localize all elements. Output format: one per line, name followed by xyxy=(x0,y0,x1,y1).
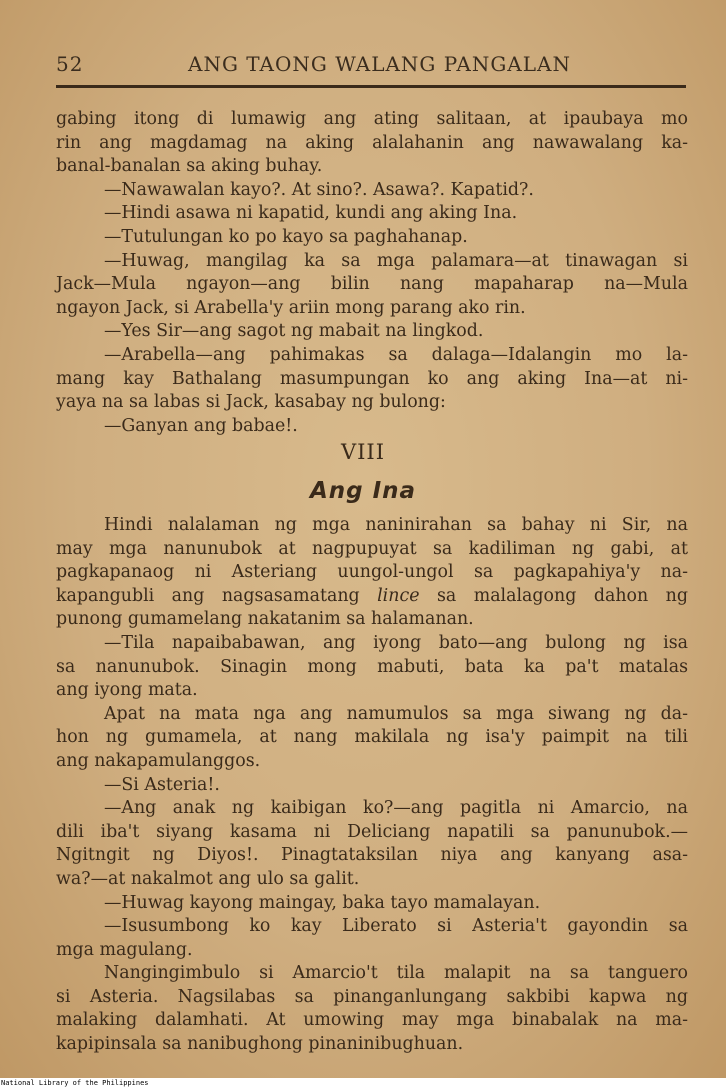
text-line: —Huwag kayong maingay, baka tayo mamalayan. xyxy=(104,892,541,913)
running-header xyxy=(56,52,686,80)
text-line: banal-banalan sa aking buhay. xyxy=(56,156,323,177)
text-line: Nangingimbulo si Amarcio't tila malapit na sa tanguero xyxy=(104,963,688,984)
text-line: ang nakapamulanggos. xyxy=(56,750,261,771)
text-line: —Nawawalan kayo?. At sino?. Asawa?. Kapatid?. xyxy=(104,179,534,200)
footer-bar xyxy=(0,1078,726,1088)
text-segment: sa malalagong dahon ng xyxy=(419,585,688,606)
text-line: may mga nanunubok at nagpupuyat sa kadiliman ng gabi, at xyxy=(56,538,688,559)
text-line: Apat na mata nga ang namumulos sa mga siwang ng da- xyxy=(104,703,688,724)
text-line: kapipinsala sa nanibughong pinaninibughuan. xyxy=(56,1034,464,1055)
text-line: gabing itong di lumawig ang ating salitaan, at ipaubaya mo xyxy=(56,109,688,129)
text-line: ngayon Jack, si Arabella'y ariin mong parang ako rin. xyxy=(56,297,526,318)
text-line: —Ang anak ng kaibigan ko?—ang pagitla ni Amarcio, na xyxy=(104,798,688,819)
body-text-top xyxy=(56,108,688,438)
text-line: —Yes Sir—ang sagot ng mabait na lingkod. xyxy=(104,321,484,342)
text-line: wa?—at nakalmot ang ulo sa galit. xyxy=(56,868,360,889)
text-line: mang kay Bathalang masumpungan ko ang aking Ina—at ni- xyxy=(56,368,688,389)
chapter-number: VIII xyxy=(340,440,386,464)
text-line: —Si Asteria!. xyxy=(104,774,220,795)
text-line xyxy=(56,585,688,609)
text-line: ang iyong mata. xyxy=(56,680,198,701)
text-line: punong gumamelang nakatanim sa halamanan. xyxy=(56,609,474,630)
text-line: yaya na sa labas si Jack, kasabay ng bulong: xyxy=(56,392,446,413)
text-segment: kapangubli ang nagsasamatang xyxy=(56,585,378,606)
text-line: —Isusumbong ko kay Liberato si Asteria't gayondin sa xyxy=(104,916,688,937)
text-line: —Tila napaibabawan, ang iyong bato—ang bulong ng isa xyxy=(104,632,688,653)
text-line: mga magulang. xyxy=(56,939,193,960)
italic-word: lince xyxy=(377,585,420,606)
text-line: sa nanunubok. Sinagin mong mabuti, bata ka pa't matalas xyxy=(56,656,688,677)
page-number: 52 xyxy=(56,52,84,76)
text-line: malaking dalamhati. At umowing may mga binabalak na ma- xyxy=(56,1010,688,1031)
text-line: —Tutulungan ko po kayo sa paghahanap. xyxy=(104,226,468,247)
library-credit: National Library of the Philippines xyxy=(1,1079,149,1087)
text-line: rin ang magdamag na aking alalahanin ang nawawalang ka- xyxy=(56,132,688,153)
text-line: pagkapanaog ni Asteriang uungol-ungol sa pagkapahiya'y na- xyxy=(56,562,688,583)
text-line: dili iba't siyang kasama ni Deliciang napatili sa panunubok.— xyxy=(56,821,688,842)
text-line: —Huwag, mangilag ka sa mga palamara—at tinawagan si xyxy=(104,250,688,271)
running-title: ANG TAONG WALANG PANGALAN xyxy=(188,52,571,76)
text-line: —Hindi asawa ni kapatid, kundi ang aking Ina. xyxy=(104,203,518,224)
text-line: —Arabella—ang pahimakas sa dalaga—Idalangin mo la- xyxy=(104,344,688,365)
text-line: Ngitngit ng Diyos!. Pinagtataksilan niya ang kanyang asa- xyxy=(56,845,688,866)
header-rule xyxy=(56,85,686,88)
text-line: —Ganyan ang babae!. xyxy=(104,415,298,436)
text-line: Hindi nalalaman ng mga naninirahan sa bahay ni Sir, na xyxy=(104,515,688,535)
text-line: Jack—Mula ngayon—ang bilin nang mapaharap na—Mula xyxy=(56,274,688,295)
chapter-title: Ang Ina xyxy=(309,478,417,504)
text-line: hon ng gumamela, at nang makilala ng isa'y paimpit na tili xyxy=(56,727,688,748)
text-line: si Asteria. Nagsilabas sa pinanganlungang sakbibi kapwa ng xyxy=(56,986,688,1007)
body-text-bottom xyxy=(56,514,688,1057)
